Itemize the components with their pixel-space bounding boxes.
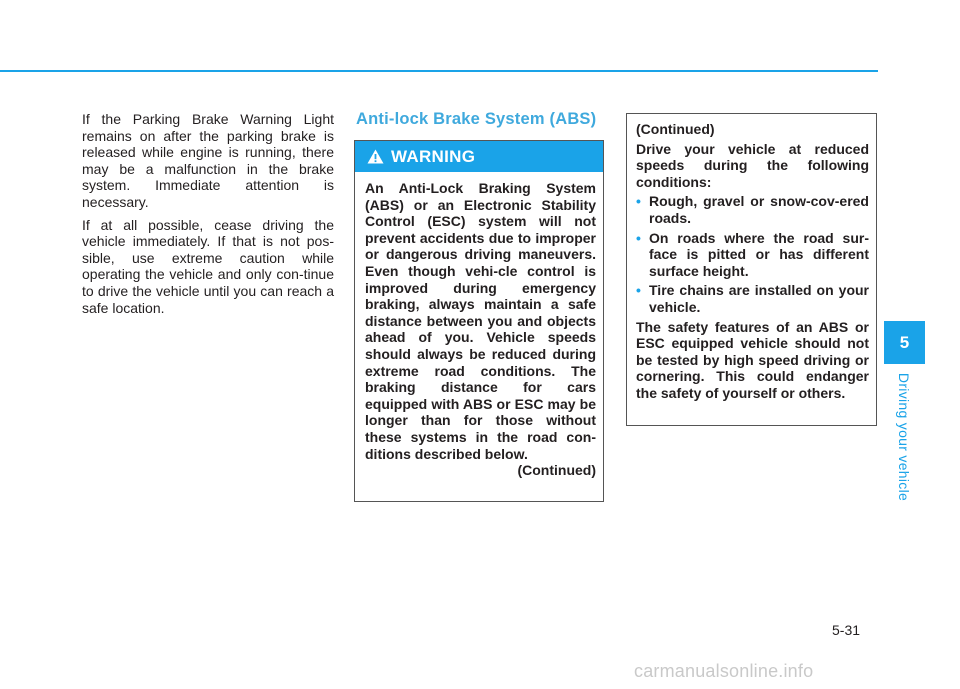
list-item	[636, 230, 869, 280]
continued-intro: Drive your vehicle at reduced speeds during the following conditions:	[636, 140, 869, 190]
left-column	[82, 111, 334, 322]
chapter-title: Driving your vehicle	[896, 372, 912, 502]
conditions-list	[636, 193, 869, 315]
list-item-text: Tire chains are installed on your vehicle.	[649, 282, 869, 315]
header-rule	[0, 70, 878, 72]
warning-text: An Anti-Lock Braking System (ABS) or an Electronic Stability Control (ESC) system will not prevent accidents due to improper or dangerous driving maneuvers. Even though vehi-cle control is improved during emergency braking, always maintain a safe distance between you and objects ahead of you. Vehicle speeds should always be reduced during extreme road conditions. The braking distance for cars equipped with ABS or ESC may be longer than for those without these systems in the road con-ditions described below.	[365, 180, 596, 462]
continued-closing: The safety features of an ABS or ESC equipped vehicle should not be tested by high speed driving or cornering. This could endanger the safety of yourself or others.	[636, 318, 869, 401]
continued-box	[626, 113, 877, 426]
bullet-icon: •	[636, 282, 641, 299]
warning-body	[355, 172, 603, 479]
list-item-text: On roads where the road sur-face is pitted or has different surface height.	[649, 229, 869, 279]
chapter-tab: 5	[884, 321, 925, 364]
list-item-text: Rough, gravel or snow-cov-ered roads.	[649, 193, 869, 226]
page-number: 5-31	[832, 622, 861, 638]
list-item	[636, 193, 869, 226]
warning-label: WARNING	[391, 146, 476, 166]
warning-header	[355, 141, 603, 172]
paragraph-brake-warning: If the Parking Brake Warning Light remains on after the parking brake is released while engine is running, there may be a malfunction in the brake system. Immediate attention is necessary.	[82, 111, 334, 210]
warning-triangle-icon	[367, 149, 384, 164]
warning-box	[354, 140, 604, 502]
warning-continued: (Continued)	[517, 462, 596, 479]
section-title: Anti-lock Brake System (ABS)	[356, 110, 597, 128]
list-item	[636, 282, 869, 315]
continued-heading: (Continued)	[636, 121, 715, 137]
bullet-icon: •	[636, 193, 641, 210]
watermark: carmanualsonline.info	[634, 661, 814, 681]
bullet-icon: •	[636, 229, 641, 246]
paragraph-cease-driving: If at all possible, cease driving the vehicle immediately. If that is not pos-sible, use extreme caution while operating the vehicle and only con-tinue to drive the vehicle until you can reach a safe location.	[82, 216, 334, 316]
